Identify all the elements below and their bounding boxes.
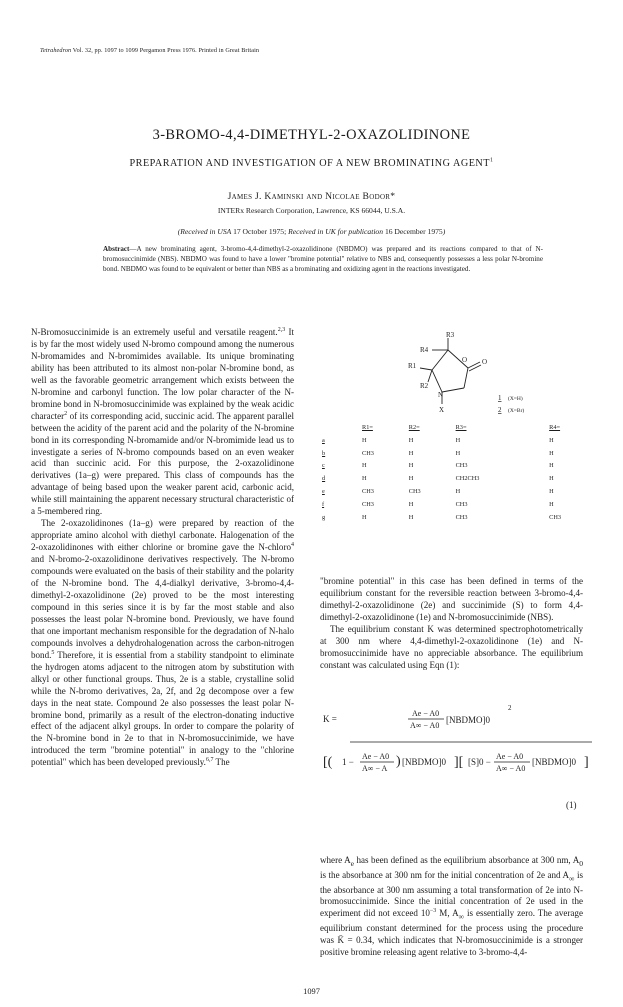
substituent-bond <box>420 368 432 370</box>
table-corner <box>322 424 362 437</box>
table-cell: H <box>549 487 554 495</box>
equation-1 <box>320 704 600 812</box>
eq-num-frac-top: Ae − A0 <box>412 709 440 718</box>
subscript: 0 <box>579 858 583 868</box>
table-cell: H <box>455 436 461 444</box>
paper-title: 3-BROMO-4,4-DIMETHYL-2-OXAZOLIDINONE <box>152 127 471 143</box>
text-run: M, A <box>436 908 459 919</box>
table-row <box>322 501 596 514</box>
received-dates: (Received in USA 17 October 1975; Received in UK for publication 16 December 1975) <box>177 227 446 236</box>
row-label: e <box>322 487 325 495</box>
table-row <box>322 488 596 501</box>
subtitle-footnote: 1 <box>490 157 494 164</box>
table-cell: CH3 <box>549 513 562 521</box>
footnote-ref: 2,3 <box>277 326 286 333</box>
eq-den-frac1-bot: A∞ − A <box>362 764 388 773</box>
table-cell: H <box>549 436 554 444</box>
eq-num-nbdmo: [NBDMO]0 <box>446 715 490 725</box>
text-run: N-Bromosuccinimide is an extremely useful and versatile reagent. <box>31 327 278 337</box>
ring-bond <box>464 368 468 388</box>
ring-bond <box>432 370 442 392</box>
table-row <box>322 475 596 488</box>
eq-den-frac2-bot: A∞ − A0 <box>496 764 526 773</box>
table-cell: CH3 <box>362 449 374 457</box>
legend-x-h: (X=H) <box>508 396 523 402</box>
footnote-ref: 4 <box>291 542 294 549</box>
table-cell: H <box>549 475 554 483</box>
text-run: The 2-oxazolidinones (1a–g) were prepared by reaction of the appropriate amino alcohol with diethyl carbonate. Halogenation of the 2-oxazolidinones with either chlorine or bromine gave the N-chloro <box>31 518 294 553</box>
table-cell: H <box>549 462 554 470</box>
eq-exponent: 2 <box>508 704 512 712</box>
body-right-column-continued <box>320 855 583 959</box>
paren-close: ) <box>396 754 401 769</box>
text-run: where A <box>320 855 351 865</box>
oxazolidinone-structure <box>328 330 588 420</box>
bracket-open: [( <box>323 755 333 770</box>
paper-subtitle <box>0 158 623 169</box>
table-cell: H <box>408 436 414 444</box>
table-cell: CH3 <box>455 500 468 508</box>
carbonyl-bond <box>468 362 480 368</box>
text-run: It is by far the most widely used N-bromo compound among the numerous N-bromamides and N-bromimides available. Its unique brominating ability has been attributed to its almost non-polar N-bromine bond, as well as the favorable geometric arrangement which exists between the N-bromine and carbonyl function. The low polar character of the N-bromine bond in N-bromosuccinimide was explained by the weak acidic character <box>31 327 294 421</box>
column-header-r3: R3= <box>455 424 467 431</box>
subscript: ∞ <box>458 912 464 922</box>
eq-num-frac-bot: A∞ − A0 <box>410 721 440 730</box>
table-cell: H <box>549 449 554 457</box>
label-x: X <box>439 406 445 414</box>
ring-bond <box>432 350 448 370</box>
table-cell: H <box>455 487 461 495</box>
affiliation: INTERx Research Corporation, Lawrence, KS 66044, U.S.A. <box>217 206 406 215</box>
table-row <box>322 450 596 463</box>
table-cell: CH3 <box>362 487 374 495</box>
subscript: ∞ <box>569 873 575 883</box>
methods-paragraph <box>31 518 294 769</box>
eq-den-one: 1 − <box>342 757 354 767</box>
label-r2: R2 <box>420 382 429 390</box>
subtitle-text: PREPARATION AND INVESTIGATION OF A NEW BROMINATING AGENT <box>129 158 490 169</box>
table-cell: H <box>362 462 367 470</box>
text-run: is essentially zero. The average equilibrium constant determined for the process using the procedure was K̄ = 0.34, which indicates that N-bromosuccinimide is a stronger positive bromine releasing agent relative to 3-bromo-4,4- <box>320 908 583 958</box>
table-header-row <box>322 424 596 437</box>
table-cell: H <box>362 513 367 521</box>
table-cell: H <box>408 449 414 457</box>
label-r4: R4 <box>420 346 429 354</box>
compound-2-label: 2 <box>498 406 502 414</box>
row-label: g <box>322 513 326 521</box>
table-cell: H <box>455 449 461 457</box>
table-row <box>322 462 596 475</box>
table-row <box>322 514 596 527</box>
column-header-r2: R2= <box>408 424 420 431</box>
bromine-potential-paragraph: "bromine potential" in this case has been defined in terms of the equilibrium constant for the reversible reaction between 3-bromo-4,4-dimethyl-2-oxazolidinone (2e) and succinimide (S) to form 4,4-dimethyl-2-oxazolidinone (1e) and N-bromosuccinimide (NBS). <box>320 576 583 622</box>
footnote-ref: 6,7 <box>205 757 214 764</box>
body-left-column <box>31 327 294 769</box>
table-cell: CH3 <box>362 500 374 508</box>
journal-name: Tetrahedron <box>40 47 72 54</box>
text-run: Therefore, it is essential from a stability standpoint to eliminate the hydrogen atoms adjacent to the nitrogen atom by substitution with alkyl or other functional groups. Thus, 2e is a stable, crystalline solid while the N-bromo derivatives, 2a, 2f, and 2g decompose over a few days in the neat state. Compound 2e also possesses the least polar N-bromine bond, primarily as a result of the electron-donating inductive effect of the adjacent alkyl groups. In order to compare the polarity of the N-bromine bond in 2e to that in N-bromosuccinimide, we have introduced the term "bromine potential" in analogy to the "chlorine potential" which has been developed previously. <box>31 649 294 768</box>
table-cell: H <box>408 513 414 521</box>
table-cell: H <box>362 475 367 483</box>
equation-lhs: K = <box>323 714 337 724</box>
footnote-ref: 2 <box>64 410 68 417</box>
abstract <box>103 244 543 275</box>
substituent-bond <box>428 370 432 382</box>
received-usa-date: 17 October 1975; <box>233 227 287 236</box>
table-cell: H <box>549 500 554 508</box>
footnote-ref: 5 <box>51 649 55 656</box>
abstract-text: —A new brominating agent, 3-bromo-4,4-dimethyl-2-oxazolidinone (NBDMO) was prepared and its reactions compared to that of N-bromosuccinimide (NBS). NBDMO was found to have a lower "bromine potential" relative to NBS and, consequently possesses a less polar N-bromine bond. NBDMO was found to be equivalent or better than NBS as a brominating and oxidizing agent in the reactions investigated. <box>103 245 543 274</box>
table-cell: H <box>362 436 367 444</box>
abstract-label: Abstract <box>103 245 130 253</box>
label-carbonyl-oxygen: O <box>482 358 488 366</box>
equation-number: (1) <box>566 800 577 810</box>
label-ring-oxygen: O <box>462 356 468 364</box>
table-cell: H <box>408 462 414 470</box>
column-header-r1: R1= <box>362 424 373 431</box>
bracket-mid: ][ <box>454 755 464 770</box>
row-label: f <box>322 500 325 508</box>
substituent-table <box>322 424 596 526</box>
table-cell: CH2CH3 <box>455 475 480 483</box>
journal-volume: Vol. 32, pp. 1097 to 1099 Pergamon Press 1976. Printed in Great Britain <box>72 47 260 54</box>
eq-den-nbdmo2: [NBDMO]0 <box>532 757 576 767</box>
eq-den-nbdmo: [NBDMO]0 <box>402 757 446 767</box>
journal-citation <box>40 47 259 54</box>
page-number: 1097 <box>303 987 320 996</box>
column-header-r4: R4= <box>549 424 561 431</box>
bracket-close: ] <box>584 755 589 770</box>
row-label: d <box>322 475 326 483</box>
received-uk-label: Received in UK for publication <box>288 227 384 236</box>
table-cell: CH3 <box>455 462 468 470</box>
carbonyl-bond <box>469 365 481 371</box>
authors: James J. Kaminski and Nicolae Bodor* <box>227 191 396 202</box>
eq-den-s: [S]0 − <box>468 757 491 767</box>
text-run: has been defined as the equilibrium absorbance at 300 nm, A <box>353 855 580 865</box>
row-label: b <box>322 449 326 457</box>
ring-bond <box>442 388 464 392</box>
received-usa-label: Received in USA <box>180 227 232 236</box>
row-label: a <box>322 436 325 444</box>
table-cell: CH3 <box>408 487 421 495</box>
compound-1-label: 1 <box>498 394 502 402</box>
body-right-column <box>320 576 583 672</box>
table-row <box>322 437 596 450</box>
label-r3: R3 <box>446 331 455 339</box>
received-uk-date: 16 December 1975 <box>384 227 443 236</box>
text-run: of its corresponding acid, succinic acid. The apparent parallel between the acidity of the parent acid and the polarity of the N-bromine bond in its corresponding N-bromamide and/or N-bromimide lead us to investigate a series of N-bromo compounds based on an even weaker acid than succinic acid. For this purpose, the 2-oxazolidinone derivatives (1a–g) were prepared. This class of compounds has the advantage of being based upon the weaker parent acid, carbonic acid, while still maintaining the apparent necessary structural characteristic of a 5-membered ring. <box>31 410 294 517</box>
equilibrium-paragraph: The equilibrium constant K was determined spectrophotometrically at 300 nm where 4,4-dimethyl-2-oxazolidinone (1e) and N-bromosuccinimide have no appreciable absorbance. The equilibrium constant was calculated using Eqn (1): <box>320 623 583 670</box>
superscript: −3 <box>429 908 437 915</box>
label-r1: R1 <box>408 362 417 370</box>
eq-den-frac1-top: Ae − A0 <box>362 752 390 761</box>
subscript: e <box>350 858 354 868</box>
eq-den-frac2-top: Ae − A0 <box>496 752 524 761</box>
text-run: is the absorbance at 300 nm assuming a total transformation of 2e into N-bromosuccinimide. Since the initial concentration of 2e used in the experiment did not exceed 10 <box>320 869 584 919</box>
table-cell: H <box>408 475 414 483</box>
intro-paragraph <box>31 327 294 518</box>
text-run: and N-bromo-2-oxazolidinone derivatives respectively. The N-bromo compounds were evaluated on the basis of their stability and the polarity of the N-bromine bond. The 4,4-dialkyl derivative, 3-bromo-4,4-dimethyl-2-oxazolidinone (2e) proved to be the most interesting compound in this series since it is by far the most stable and also possesses the least polar N-bromine bond. Previously, we have found that one important mechanism responsible for the degradation of N-halo compounds involves a dehydrohalogenation across the carbon-nitrogen bond. <box>31 554 294 660</box>
text-run: is the absorbance at 300 nm for the initial concentration of 2e and A <box>320 869 570 880</box>
definitions-paragraph <box>320 855 583 959</box>
table-cell: H <box>408 500 414 508</box>
legend-x-br: (X=Br) <box>508 408 525 414</box>
table-cell: CH3 <box>455 513 468 521</box>
label-nitrogen: N <box>438 391 444 399</box>
row-label: c <box>322 462 325 470</box>
text-run: The <box>213 757 230 768</box>
